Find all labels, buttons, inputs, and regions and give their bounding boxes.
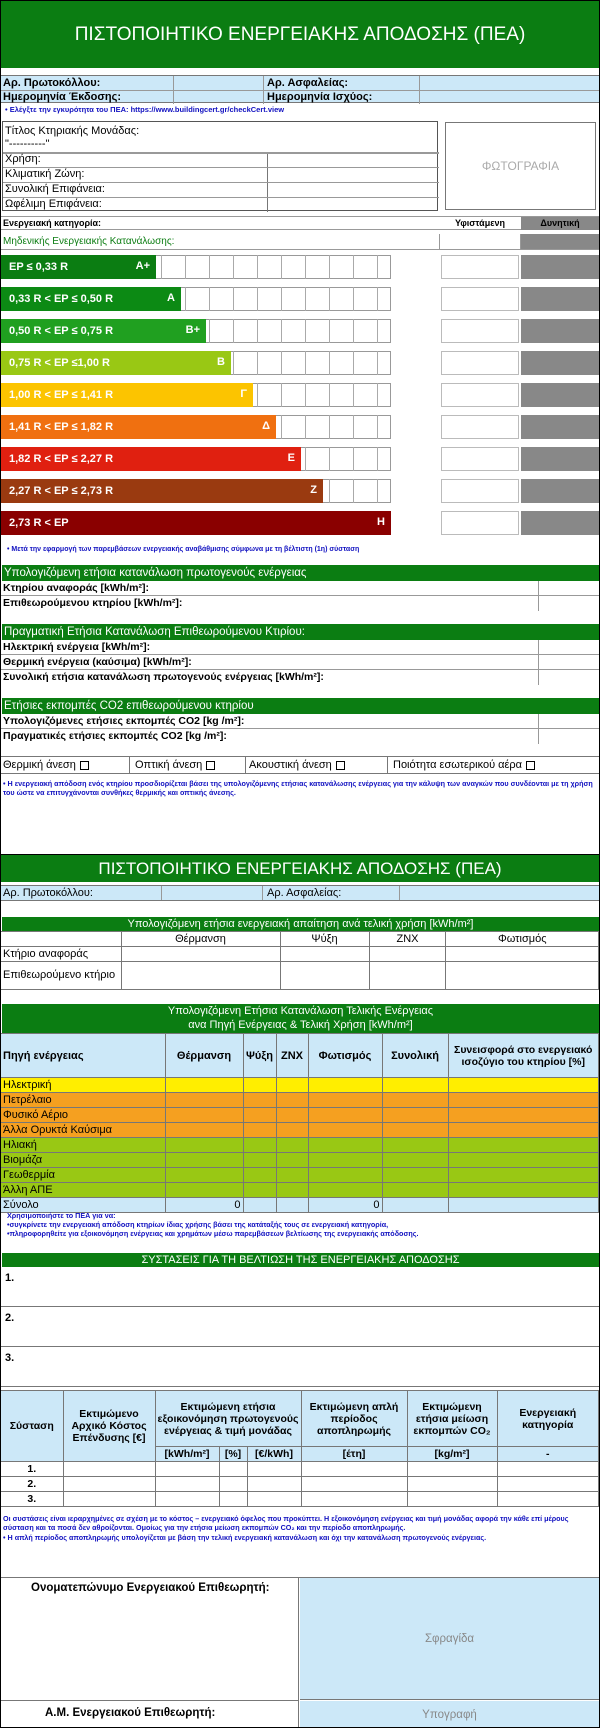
energy-class-row: [1, 255, 599, 283]
primary-values: [538, 581, 599, 611]
unit-title-label: Τίτλος Κτηριακής Μονάδας:: [5, 125, 140, 137]
total-lighting: 0: [308, 1198, 382, 1213]
comfort-optical[interactable]: Οπτική άνεση: [135, 759, 215, 771]
rec-note-a: Οι συστάσεις είναι ιεραρχημένες σε σχέση με το κόστος – ενεργειακό όφελος που προκύπτει. Η εξοικονόμηση ενέργειας και τιμή μονάδας αφορά την κάθε επί μέρους σύσταση και τα ποσά δεν αθροίζονται. Ομοίως για την ετήσια μείωση εκπομπών CO₂ και την περίοδο αποπληρωμής.: [3, 1514, 569, 1532]
energy-source-name: Άλλη ΑΠΕ: [1, 1183, 165, 1198]
energy-source-row: [1, 1123, 599, 1138]
final-col-total: Συνολική: [382, 1034, 448, 1078]
useful-area-label: Ωφέλιμη Επιφάνεια:: [5, 198, 102, 210]
existing-class-cell: [441, 351, 519, 375]
recommendation-3[interactable]: 3.: [1, 1347, 599, 1387]
stamp-area[interactable]: Σφραγίδα: [300, 1578, 599, 1700]
energy-source-name: Βιομάζα: [1, 1153, 165, 1168]
energy-class-scale: [1, 255, 599, 543]
calc-primary-title: Υπολογιζόμενη ετήσια κατανάλωση πρωτογενούς ενέργειας: [2, 565, 599, 581]
recommendations-table: [1, 1390, 599, 1507]
energy-class-range: 0,50 R < EP ≤ 0,75 R: [9, 325, 114, 337]
demand-title: Υπολογιζόμενη ετήσια ενεργειακή απαίτηση ανά τελική χρήση [kWh/m²]: [2, 917, 599, 931]
energy-class-letter: Η: [377, 516, 385, 528]
comfort-air-quality[interactable]: Ποιότητα εσωτερικού αέρα: [393, 759, 535, 771]
energy-class-bar: [1, 255, 156, 279]
unit-kg: [kg/m²]: [407, 1447, 497, 1462]
page2-title: ΠΙΣΤΟΠΟΙΗΤΙΚΟ ΕΝΕΡΓΕΙΑΚΗΣ ΑΠΟΔΟΣΗΣ (ΠΕΑ): [1, 855, 599, 882]
rec-col-cost: Εκτιμώμενο Αρχικό Κόστος Επένδυσης [€]: [63, 1391, 155, 1462]
inspector-block: [1, 1577, 599, 1728]
insp-building-label: Επιθεωρούμενου κτηρίου [kWh/m²]:: [3, 597, 183, 609]
unit-kwh: [kWh/m²]: [155, 1447, 219, 1462]
final-col-source: Πηγή ενέργειας: [1, 1034, 165, 1078]
energy-class-row: [1, 383, 599, 411]
usage-note-1: Χρησιμοποιήστε το ΠΕΑ για να:: [7, 1211, 116, 1220]
checkbox-icon[interactable]: [206, 761, 215, 770]
page1-footnote: • Η ενεργειακή απόδοση ενός κτηρίου προσδιορίζεται βάσει της υπολογιζόμενης ετήσιας κατανάλωσης ενέργειας για την κάλυψη των αναγκών που συνδέονται με τη χρήση του ώστε να επιτυγχάνονται συνθήκες θερμικής και οπτικής άνεσης.: [3, 779, 593, 797]
potential-class-cell: [521, 319, 599, 343]
demand-table: [1, 931, 599, 990]
recommendations-title: ΣΥΣΤΑΣΕΙΣ ΓΙΑ ΤΗ ΒΕΛΤΙΩΣΗ ΤΗΣ ΕΝΕΡΓΕΙΑΚΗΣ ΑΠΟΔΟΣΗΣ: [2, 1253, 599, 1267]
energy-class-letter: B+: [185, 324, 200, 336]
comfort-acoustic[interactable]: Ακουστική άνεση: [249, 759, 345, 771]
header-fields: [1, 75, 599, 103]
usage-note: [7, 1211, 419, 1238]
energy-source-row: [1, 1093, 599, 1108]
existing-class-cell: [441, 319, 519, 343]
unit-years: [έτη]: [301, 1447, 407, 1462]
elec-label: Ηλεκτρική ενέργεια [kWh/m²]:: [3, 641, 151, 653]
energy-class-row: [1, 351, 599, 379]
unit-dash: -: [497, 1447, 599, 1462]
potential-class-cell: [521, 479, 599, 503]
energy-source-name: Φυσικό Αέριο: [1, 1108, 165, 1123]
existing-class-cell: [441, 511, 519, 535]
unit-percent: [%]: [219, 1447, 247, 1462]
potential-class-cell: [521, 415, 599, 439]
validity-date-value[interactable]: [419, 90, 599, 104]
rec-col-class: Ενεργειακή κατηγορία: [497, 1391, 599, 1447]
energy-source-name: Άλλα Ορυκτά Καύσιμα: [1, 1123, 165, 1138]
inspector-name-label: Ονοματεπώνυμο Ενεργειακού Επιθεωρητή:: [31, 1582, 270, 1594]
energy-class-range: 1,00 R < EP ≤ 1,41 R: [9, 389, 114, 401]
protocol-label: Αρ. Πρωτοκόλλου:: [3, 77, 101, 89]
energy-source-row: [1, 1153, 599, 1168]
co2-actual-label: Πραγματικές ετήσιες εκπομπές CO2 [kg /m²]:: [3, 730, 227, 742]
existing-class-cell: [441, 447, 519, 471]
final-col-dhw: ΖΝΧ: [276, 1034, 308, 1078]
total-label: Σύνολο: [1, 1198, 165, 1213]
energy-class-range: 1,82 R < EP ≤ 2,27 R: [9, 453, 114, 465]
rec-row-1: 1.: [1, 1462, 63, 1477]
usage-note-2: •συγκρίνετε την ενεργειακή απόδοση κτηρίων ίδιας χρήσης βάσει της κατάταξής τους σε ενεργειακή κατηγορία,: [7, 1220, 389, 1229]
energy-source-row: [1, 1168, 599, 1183]
co2-title: Ετήσιες εκπομπές CO2 επιθεωρούμενου κτηρίου: [2, 698, 599, 714]
rec-col-savings: Εκτιμώμενη ετήσια εξοικονόμηση πρωτογενούς ενέργειας & τιμή μονάδας: [155, 1391, 301, 1447]
comfort-thermal[interactable]: Θερμική άνεση: [3, 759, 89, 771]
issue-date-value[interactable]: [173, 90, 264, 104]
existing-class-cell: [441, 415, 519, 439]
potential-class-cell: [521, 351, 599, 375]
actual-values: [538, 640, 599, 685]
page1-title: ΠΙΣΤΟΠΟΙΗΤΙΚΟ ΕΝΕΡΓΕΙΑΚΗΣ ΑΠΟΔΟΣΗΣ (ΠΕΑ): [1, 1, 599, 68]
potential-class-cell: [521, 255, 599, 279]
final-energy-title: [2, 1004, 599, 1033]
demand-col-heating: Θέρμανση: [121, 932, 280, 947]
potential-class-cell: [521, 287, 599, 311]
energy-source-row: [1, 1108, 599, 1123]
energy-source-name: Γεωθερμία: [1, 1168, 165, 1183]
energy-class-bar: [1, 511, 391, 535]
validity-date-label: Ημερομηνία Ισχύος:: [267, 91, 373, 103]
checkbox-icon[interactable]: [526, 761, 535, 770]
demand-col-lighting: Φωτισμός: [446, 932, 599, 947]
demand-row-inspected: Επιθεωρούμενο κτήριο: [1, 962, 121, 990]
protocol-value[interactable]: [173, 76, 264, 90]
energy-class-range: 2,27 R < EP ≤ 2,73 R: [9, 485, 114, 497]
energy-class-bar: [1, 447, 301, 471]
total-heating: 0: [165, 1198, 243, 1213]
final-title-line-1: Υπολογιζόμενη Ετήσια Κατανάλωση Τελικής Ενέργειας: [167, 1005, 434, 1017]
potential-class-cell: [521, 511, 599, 535]
energy-class-letter: Γ: [240, 388, 247, 400]
total-area-label: Συνολική Επιφάνεια:: [5, 183, 105, 195]
demand-col-dhw: ΖΝΧ: [369, 932, 446, 947]
energy-class-row: [1, 511, 599, 539]
energy-class-range: 0,33 R < EP ≤ 0,50 R: [9, 293, 114, 305]
actual-consumption-title: Πραγματική Ετήσια Κατανάλωση Επιθεωρούμενου Κτιρίου:: [2, 624, 599, 640]
energy-class-bar: [1, 319, 206, 343]
issue-date-label: Ημερομηνία Έκδοσης:: [3, 91, 122, 103]
comfort-row: [1, 756, 599, 774]
checkbox-icon[interactable]: [80, 761, 89, 770]
final-col-heating: Θέρμανση: [165, 1034, 243, 1078]
ref-building-label: Κτηρίου αναφοράς [kWh/m²]:: [3, 582, 149, 594]
energy-class-letter: Δ: [262, 420, 270, 432]
energy-source-row: [1, 1138, 599, 1153]
energy-class-letter: A+: [135, 260, 150, 272]
recommendation-1[interactable]: 1.: [1, 1267, 599, 1307]
existing-class-cell: [441, 255, 519, 279]
rec-note-b: • Η απλή περίοδος αποπληρωμής υπολογίζεται με βάση την τελική ενεργειακή κατανάλωση και όχι την κατανάλωση πρωτογενούς ενέργειας.: [3, 1533, 487, 1542]
unit-eur-kwh: [€/kWh]: [247, 1447, 301, 1462]
energy-class-row: [1, 415, 599, 443]
energy-class-letter: Ε: [287, 452, 295, 464]
p2-protocol-value[interactable]: [161, 886, 263, 900]
energy-class-range: 1,41 R < EP ≤ 1,82 R: [9, 421, 114, 433]
energy-class-letter: A: [167, 292, 175, 304]
energy-source-row: [1, 1078, 599, 1093]
final-col-contribution: Συνεισφορά στο ενεργειακό ισοζύγιο του κτηρίου [%]: [448, 1034, 599, 1078]
existing-class-cell: [441, 479, 519, 503]
final-col-lighting: Φωτισμός: [308, 1034, 382, 1078]
potential-class-cell: [521, 447, 599, 471]
energy-class-row: [1, 479, 599, 507]
energy-class-bar: [1, 479, 323, 503]
demand-col-cooling: Ψύξη: [280, 932, 369, 947]
measures-note: • Μετά την εφαρμογή των παρεμβάσεων ενεργειακής αναβάθμισης σύμφωνα με τη βέλτιστη (1η) σύσταση: [7, 546, 360, 553]
existing-label: Υφιστάμενη: [454, 218, 505, 228]
energy-class-bar: [1, 287, 181, 311]
energy-class-row: [1, 447, 599, 475]
p2-protocol-label: Αρ. Πρωτοκόλλου:: [3, 887, 93, 899]
rec-col-recommendation: Σύσταση: [1, 1391, 63, 1462]
building-info: [2, 121, 438, 211]
p2-insurance-label: Αρ. Ασφαλείας:: [267, 887, 342, 899]
existing-class-cell: [441, 287, 519, 311]
energy-class-row: [1, 287, 599, 315]
energy-source-name: Ηλεκτρική: [1, 1078, 165, 1093]
rec-row-3: 3.: [1, 1492, 63, 1507]
final-col-cooling: Ψύξη: [243, 1034, 276, 1078]
energy-class-letter: Ζ: [310, 484, 317, 496]
co2-values: [538, 714, 599, 744]
rec-col-payback: Εκτιμώμενη απλή περίοδος αποπληρωμής: [301, 1391, 407, 1447]
co2-calc-label: Υπολογιζόμενες ετήσιες εκπομπές CO2 [kg /m²]:: [3, 715, 245, 727]
energy-class-range: EP ≤ 0,33 R: [9, 261, 69, 273]
energy-class-range: 0,75 R < EP ≤1,00 R: [9, 357, 110, 369]
energy-class-letter: B: [217, 356, 225, 368]
inspector-am-label: Α.Μ. Ενεργειακού Επιθεωρητή:: [45, 1707, 216, 1719]
energy-source-name: Πετρέλαιο: [1, 1093, 165, 1108]
energy-class-bar: [1, 415, 276, 439]
climate-label: Κλιματική Ζώνη:: [5, 168, 85, 180]
energy-category-label: Ενεργειακή κατηγορία:: [3, 218, 102, 228]
potential-class-cell: [521, 383, 599, 407]
insurance-label: Αρ. Ασφαλείας:: [267, 77, 349, 89]
checkbox-icon[interactable]: [336, 761, 345, 770]
nzeb-existing: [439, 234, 521, 249]
energy-class-row: [1, 319, 599, 347]
photo-placeholder: ΦΩΤΟΓΡΑΦΙΑ: [445, 122, 596, 210]
signature-area[interactable]: Υπογραφή: [300, 1701, 599, 1728]
insurance-value[interactable]: [419, 76, 599, 90]
use-label: Χρήση:: [5, 153, 41, 165]
usage-note-3: •πληροφορηθείτε για εξοικονόμηση ενέργειας και χρημάτων μέσω παρεμβάσεων βελτίωσης της ενεργειακής απόδοσης.: [7, 1229, 419, 1238]
potential-label: Δυνητική: [521, 217, 599, 230]
thermal-label: Θερμική ενέργεια (καύσιμα) [kWh/m²]:: [3, 656, 192, 668]
energy-class-bar: [1, 383, 253, 407]
energy-source-name: Ηλιακή: [1, 1138, 165, 1153]
total-primary-label: Συνολική ετήσια κατανάλωση πρωτογενούς ενέργειας [kWh/m²]:: [3, 671, 324, 683]
final-title-line-2: ανα Πηγή Ενέργειας & Τελική Χρήση [kWh/m²]: [188, 1019, 413, 1031]
energy-class-range: 2,73 R < EP: [9, 517, 69, 529]
final-energy-table: [1, 1033, 599, 1213]
rec-col-co2: Εκτιμώμενη ετήσια μείωση εκπομπών CO₂: [407, 1391, 497, 1447]
unit-title-value: "----------": [5, 138, 50, 150]
nzeb-label: Μηδενικής Ενεργειακής Κατανάλωσης:: [3, 236, 175, 247]
recommendation-2[interactable]: 2.: [1, 1307, 599, 1347]
p2-insurance-value[interactable]: [399, 886, 599, 900]
demand-row-reference: Κτήριο αναφοράς: [1, 947, 121, 962]
validity-note: • Ελέγξτε την εγκυρότητα του ΠΕΑ: https://www.buildingcert.gr/checkCert.view: [5, 105, 285, 114]
rec-row-2: 2.: [1, 1477, 63, 1492]
energy-source-row: [1, 1183, 599, 1198]
energy-class-bar: [1, 351, 231, 375]
existing-class-cell: [441, 383, 519, 407]
nzeb-potential: [521, 234, 599, 249]
recommendations-list: [1, 1267, 599, 1387]
